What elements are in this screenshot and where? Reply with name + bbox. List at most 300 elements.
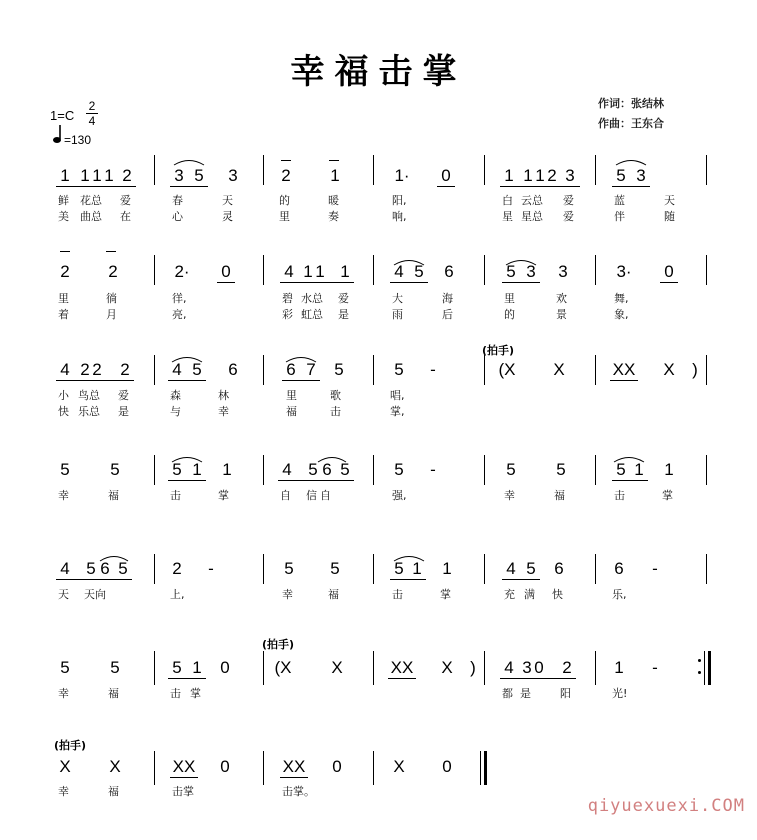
repeat-dot <box>698 671 701 674</box>
bar-line <box>595 455 596 485</box>
clap: X <box>331 658 343 677</box>
lyric: 林 <box>218 389 229 402</box>
note: 5 <box>172 658 182 677</box>
beam-underline <box>388 678 416 679</box>
note: 1 <box>104 166 114 185</box>
lyric: 是 <box>338 308 349 321</box>
note: 5 <box>118 559 128 578</box>
bar-line <box>373 751 374 785</box>
beam-underline <box>502 579 540 580</box>
note: 1 <box>192 460 202 479</box>
lyric: 天 <box>222 194 233 207</box>
note: 3 <box>565 166 575 185</box>
lyric: 乐, <box>612 588 627 601</box>
score-system-1 <box>0 155 757 230</box>
note: 0 <box>332 757 342 776</box>
note: 5 <box>526 559 536 578</box>
note: - <box>208 559 214 578</box>
note: 0 <box>442 757 452 776</box>
bar-line <box>706 255 707 285</box>
note: 5 <box>308 460 318 479</box>
lyric: 唱, <box>390 389 405 402</box>
lyric: 里 <box>286 389 297 402</box>
note: 2 <box>122 166 132 185</box>
note: 5 <box>506 460 516 479</box>
lyric: 信 <box>306 489 317 502</box>
clap-label: (拍手) <box>262 638 295 651</box>
beam-underline <box>500 678 576 679</box>
bar-line <box>706 455 707 485</box>
lyric: 欢 <box>556 292 567 305</box>
note: 6 <box>444 262 454 281</box>
note: 1 <box>535 166 545 185</box>
note: 5 <box>110 658 120 677</box>
bar-line <box>373 155 374 185</box>
note: 4 <box>282 460 292 479</box>
note: 2 <box>60 262 70 281</box>
lyric: 天向 <box>84 588 106 601</box>
clap-bracket: ) <box>692 360 698 379</box>
bar-line <box>484 255 485 285</box>
bar-line <box>154 455 155 485</box>
lyric: 水总 <box>301 292 323 305</box>
note: 3 <box>522 658 532 677</box>
lyric: 是 <box>118 405 129 418</box>
note: 2 <box>281 166 291 185</box>
note: 4 <box>60 360 70 379</box>
lyric: 美 <box>58 210 69 223</box>
note: 7 <box>306 360 316 379</box>
beam-underline <box>168 678 206 679</box>
beam-underline <box>390 282 428 283</box>
clap: X <box>59 757 71 776</box>
lyric: 掌 <box>218 489 229 502</box>
clap: XX <box>612 360 636 379</box>
note: - <box>652 559 658 578</box>
note: 2· <box>174 262 190 281</box>
lyric: 亮, <box>172 308 187 321</box>
bar-line <box>263 554 264 584</box>
note: 1 <box>192 658 202 677</box>
lyric: 幸 <box>58 489 69 502</box>
lyricist-credit: 作词：张结林 <box>598 97 664 110</box>
clap-label: (拍手) <box>54 739 87 752</box>
bar-line <box>263 651 264 685</box>
lyric: 福 <box>108 489 119 502</box>
lyric: 大 <box>392 292 403 305</box>
lyric: 月 <box>106 308 117 321</box>
lyric: 里 <box>504 292 515 305</box>
lyric: 自 <box>280 489 291 502</box>
note: 3 <box>558 262 568 281</box>
beam-underline <box>56 579 132 580</box>
note: 6 <box>100 559 110 578</box>
bar-line <box>484 455 485 485</box>
note: 5 <box>86 559 96 578</box>
note: 6 <box>286 360 296 379</box>
score-system-3 <box>0 344 757 430</box>
lyric: 福 <box>108 785 119 798</box>
note: 1· <box>394 166 410 185</box>
lyric: 是 <box>520 687 531 700</box>
lyric: 幸 <box>504 489 515 502</box>
lyric: 快 <box>58 405 69 418</box>
lyric: 在 <box>120 210 131 223</box>
bar-line <box>373 355 374 385</box>
bar-line <box>154 751 155 785</box>
note: 4 <box>394 262 404 281</box>
score-system-5 <box>0 554 757 614</box>
beam-underline <box>170 777 198 778</box>
lyric: 暖 <box>328 194 339 207</box>
lyric: 海 <box>442 292 453 305</box>
bar-line <box>706 554 707 584</box>
lyric: 彩 <box>282 308 293 321</box>
beam-underline <box>612 480 648 481</box>
clap: XX <box>172 757 196 776</box>
lyric: 掌 <box>440 588 451 601</box>
bar-line <box>373 651 374 685</box>
beam-underline <box>168 480 206 481</box>
note: 5 <box>394 559 404 578</box>
note: 5 <box>414 262 424 281</box>
beam-underline <box>280 282 354 283</box>
lyric: 击 <box>170 687 181 700</box>
bar-line <box>595 255 596 285</box>
beam-underline <box>56 380 134 381</box>
note: 3 <box>174 166 184 185</box>
score-system-6 <box>0 638 757 715</box>
note: 2 <box>172 559 182 578</box>
repeat-bar-thin <box>704 651 705 685</box>
lyric: 花总 <box>80 194 102 207</box>
beam-underline <box>56 186 136 187</box>
note: 4 <box>284 262 294 281</box>
note: 6 <box>554 559 564 578</box>
bar-line <box>263 355 264 385</box>
time-signature-top: 2 <box>88 99 96 113</box>
bar-line <box>263 455 264 485</box>
note: 4 <box>504 658 514 677</box>
bar-line <box>706 155 707 185</box>
bar-line <box>154 255 155 285</box>
accent-dash <box>60 251 70 252</box>
lyric: 森 <box>170 389 181 402</box>
note: 5 <box>110 460 120 479</box>
lyric: 心 <box>172 210 183 223</box>
lyric: 击 <box>170 489 181 502</box>
bar-line <box>595 554 596 584</box>
lyric: 阳 <box>560 687 571 700</box>
note: 1 <box>614 658 624 677</box>
bar-line <box>154 355 155 385</box>
clap: X <box>393 757 405 776</box>
lyric: 充 <box>504 588 515 601</box>
lyric: 鲜 <box>58 194 69 207</box>
tempo-marking: =130 <box>64 133 92 147</box>
beam-underline <box>502 282 540 283</box>
bar-line <box>263 255 264 285</box>
note: 1 <box>504 166 514 185</box>
note: 1 <box>523 166 533 185</box>
site-watermark: qiyuexuexi.COM <box>587 796 745 816</box>
note: 4 <box>506 559 516 578</box>
lyric: 爱 <box>118 389 129 402</box>
note: 6 <box>614 559 624 578</box>
lyric: 的 <box>279 194 290 207</box>
song-title: 幸福击掌 <box>290 52 467 92</box>
lyric: 快 <box>552 588 563 601</box>
beam-underline <box>168 380 206 381</box>
note: 3· <box>616 262 632 281</box>
note: 1 <box>92 166 102 185</box>
repeat-bar-thick <box>708 651 711 685</box>
lyric: 蓝 <box>614 194 625 207</box>
bar-line <box>595 155 596 185</box>
note: 0 <box>664 262 674 281</box>
lyric: 鸟总 <box>78 389 100 402</box>
lyric: 里 <box>58 292 69 305</box>
note: 1 <box>60 166 70 185</box>
lyric: 星 <box>502 210 513 223</box>
lyric: 徉, <box>172 292 187 305</box>
bar-line <box>595 355 596 385</box>
bar-line <box>484 155 485 185</box>
lyric: 幸 <box>218 405 229 418</box>
note: 2 <box>92 360 102 379</box>
clap: X <box>109 757 121 776</box>
clap-bracket: ) <box>470 658 476 677</box>
bar-line <box>595 651 596 685</box>
note: 2 <box>108 262 118 281</box>
lyric: 里 <box>279 210 290 223</box>
note: 6 <box>228 360 238 379</box>
lyric: 伴 <box>614 210 625 223</box>
note: 0 <box>221 262 231 281</box>
beam-underline <box>390 579 426 580</box>
lyric: 上, <box>170 588 185 601</box>
lyric: 幸 <box>58 687 69 700</box>
lyric: 满 <box>524 588 535 601</box>
lyric: 灵 <box>222 210 233 223</box>
lyric: 强, <box>392 489 407 502</box>
note: - <box>430 460 436 479</box>
score-system-2 <box>0 255 757 330</box>
lyric: 舞, <box>614 292 629 305</box>
note: 5 <box>60 658 70 677</box>
note: 5 <box>616 460 626 479</box>
note: - <box>652 658 658 677</box>
lyric: 爱 <box>120 194 131 207</box>
clap: (X <box>274 658 292 677</box>
note: 1 <box>222 460 232 479</box>
note: 2 <box>547 166 557 185</box>
beam-underline <box>278 480 354 481</box>
bar-line <box>373 255 374 285</box>
note: 5 <box>330 559 340 578</box>
lyric: 福 <box>108 687 119 700</box>
note: 2 <box>562 658 572 677</box>
note: - <box>430 360 436 379</box>
repeat-dot <box>698 659 701 662</box>
note: 1 <box>412 559 422 578</box>
lyric: 白 <box>502 194 513 207</box>
lyric: 爱 <box>563 194 574 207</box>
lyric: 与 <box>170 405 181 418</box>
note: 1 <box>442 559 452 578</box>
note: 5 <box>506 262 516 281</box>
lyric: 阳, <box>392 194 407 207</box>
note: 0 <box>220 757 230 776</box>
note: 3 <box>526 262 536 281</box>
note: 1 <box>664 460 674 479</box>
bar-line <box>484 554 485 584</box>
lyric: 击 <box>392 588 403 601</box>
clap: XX <box>282 757 306 776</box>
note: 5 <box>60 460 70 479</box>
bar-line <box>484 651 485 685</box>
accent-dash <box>329 160 339 161</box>
lyric: 天 <box>664 194 675 207</box>
bar-line <box>263 155 264 185</box>
bar-line <box>263 751 264 785</box>
lyric: 自 <box>320 489 331 502</box>
final-bar-thick <box>484 751 487 785</box>
lyric: 掌 <box>662 489 673 502</box>
note: 3 <box>228 166 238 185</box>
lyric: 击 <box>330 405 341 418</box>
clap: XX <box>390 658 414 677</box>
clap: (X <box>498 360 516 379</box>
lyric: 后 <box>442 308 453 321</box>
lyric: 击掌 <box>172 785 194 798</box>
lyric: 随 <box>664 210 675 223</box>
beam-underline <box>170 186 208 187</box>
clap: X <box>553 360 565 379</box>
lyric: 幸 <box>58 785 69 798</box>
lyric: 着 <box>58 308 69 321</box>
beam-underline <box>282 380 320 381</box>
beam-underline <box>437 186 455 187</box>
lyric: 乐总 <box>78 405 100 418</box>
note: 4 <box>60 559 70 578</box>
note: 2 <box>80 360 90 379</box>
bar-line <box>706 355 707 385</box>
note: 1 <box>80 166 90 185</box>
lyric: 天 <box>58 588 69 601</box>
lyric: 都 <box>502 687 513 700</box>
lyric: 星总 <box>521 210 543 223</box>
note: 1 <box>634 460 644 479</box>
lyric: 福 <box>554 489 565 502</box>
note: 5 <box>394 360 404 379</box>
score-system-4 <box>0 455 757 515</box>
lyric: 爱 <box>338 292 349 305</box>
note: 2 <box>120 360 130 379</box>
final-bar-thin <box>480 751 481 785</box>
note: 0 <box>220 658 230 677</box>
key-signature: 1=C <box>50 108 75 123</box>
beam-underline <box>612 186 650 187</box>
note: 5 <box>334 360 344 379</box>
lyric: 击掌。 <box>282 785 315 798</box>
note: 0 <box>441 166 451 185</box>
note: 5 <box>172 460 182 479</box>
note: 4 <box>172 360 182 379</box>
lyric: 景 <box>556 308 567 321</box>
note: 5 <box>556 460 566 479</box>
accent-dash <box>281 160 291 161</box>
note: 1 <box>315 262 325 281</box>
slur <box>172 156 206 166</box>
clap: X <box>663 360 675 379</box>
beam-underline <box>217 282 235 283</box>
note: 0 <box>534 658 544 677</box>
lyric: 福 <box>286 405 297 418</box>
clap: X <box>441 658 453 677</box>
lyric: 歌 <box>330 389 341 402</box>
lyric: 的 <box>504 308 515 321</box>
lyric: 击 <box>614 489 625 502</box>
bar-line <box>484 355 485 385</box>
note: 1 <box>340 262 350 281</box>
beam-underline <box>610 380 638 381</box>
lyric: 掌, <box>390 405 405 418</box>
lyric: 爱 <box>563 210 574 223</box>
note: 3 <box>636 166 646 185</box>
note: 1 <box>303 262 313 281</box>
bar-line <box>154 155 155 185</box>
lyric: 云总 <box>521 194 543 207</box>
lyric: 徜 <box>106 292 117 305</box>
bar-line <box>373 554 374 584</box>
lyric: 象, <box>614 308 629 321</box>
time-signature-bottom: 4 <box>88 114 96 128</box>
beam-underline <box>280 777 308 778</box>
lyric: 雨 <box>392 308 403 321</box>
beam-underline <box>500 186 580 187</box>
lyric: 幸 <box>282 588 293 601</box>
note: 5 <box>616 166 626 185</box>
lyric: 响, <box>392 210 407 223</box>
note: 5 <box>192 360 202 379</box>
bar-line <box>373 455 374 485</box>
note: 5 <box>194 166 204 185</box>
note: 5 <box>284 559 294 578</box>
lyric: 春 <box>172 194 183 207</box>
lyric: 曲总 <box>80 210 102 223</box>
slur <box>614 156 648 166</box>
note: 5 <box>340 460 350 479</box>
note: 1 <box>330 166 340 185</box>
lyric: 碧 <box>282 292 293 305</box>
accent-dash <box>106 251 116 252</box>
lyric: 小 <box>58 389 69 402</box>
lyric: 光! <box>612 687 628 700</box>
beam-underline <box>660 282 678 283</box>
lyric: 掌 <box>190 687 201 700</box>
clap-label: (拍手) <box>482 344 515 357</box>
lyric: 福 <box>328 588 339 601</box>
bar-line <box>154 554 155 584</box>
note: 6 <box>322 460 332 479</box>
composer-credit: 作曲：王东合 <box>598 117 664 130</box>
lyric: 奏 <box>328 210 339 223</box>
bar-line <box>154 651 155 685</box>
note: 5 <box>394 460 404 479</box>
time-signature <box>86 100 98 127</box>
lyric: 虹总 <box>301 308 323 321</box>
